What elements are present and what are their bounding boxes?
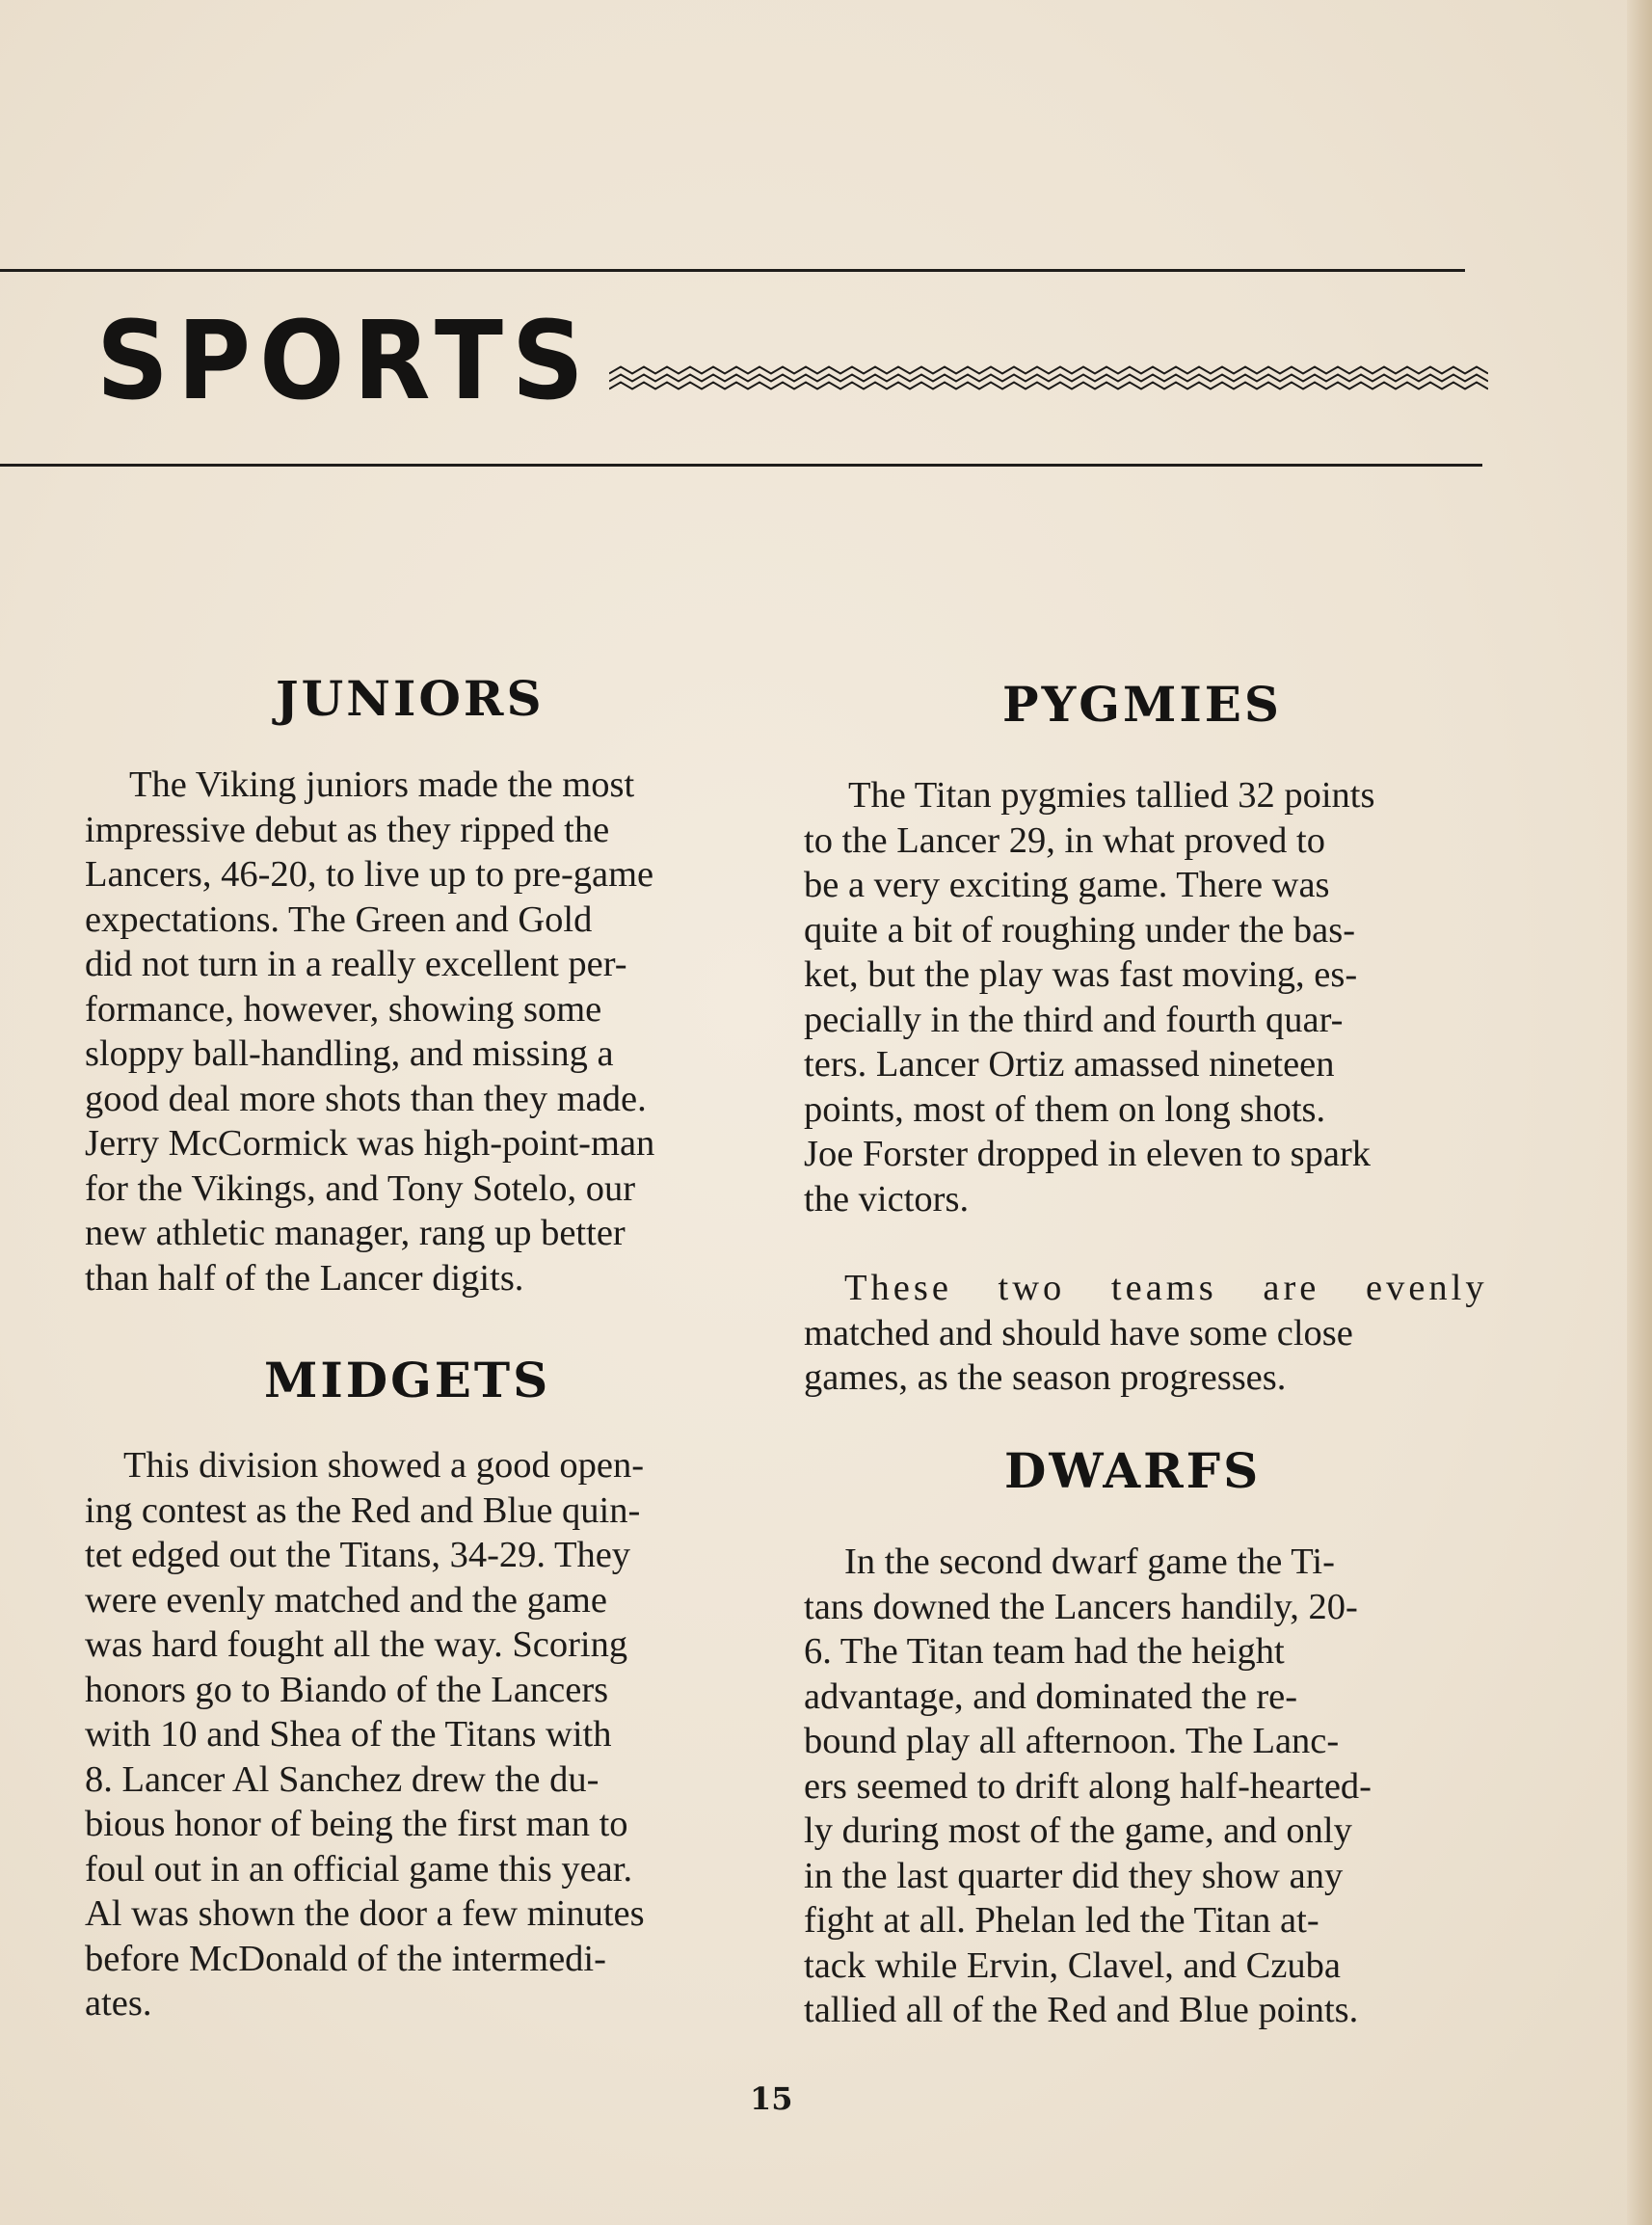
page-number: 15 — [750, 2080, 793, 2117]
text-line: tans downed the Lancers handily, 20- — [804, 1586, 1358, 1627]
text-line: fight at all. Phelan led the Titan at- — [804, 1900, 1319, 1941]
text-line: for the Vikings, and Tony Sotelo, our — [85, 1167, 636, 1209]
text-line: new athletic manager, rang up better — [85, 1213, 626, 1253]
page-edge — [1627, 0, 1652, 2225]
text-line: ates. — [85, 1983, 152, 2024]
section-heading-juniors: JUNIORS — [276, 670, 545, 727]
text-line: tack while Ervin, Clavel, and Czuba — [804, 1944, 1342, 1986]
text-line: matched and should have some close — [804, 1312, 1353, 1354]
section-heading-dwarfs: DWARFS — [1004, 1442, 1262, 1499]
dwarfs-paragraph — [804, 1540, 1484, 2033]
text-line: advantage, and dominated the re- — [804, 1675, 1298, 1717]
text-line: in the last quarter did they show any — [804, 1855, 1344, 1896]
text-line: 6. The Titan team had the height — [804, 1631, 1285, 1672]
text-line: points, most of them on long shots. — [804, 1088, 1326, 1130]
zigzag-ornament — [609, 364, 1488, 393]
text-line: bound play all afternoon. The Lanc- — [804, 1721, 1340, 1761]
text-line: expectations. The Green and Gold — [85, 898, 593, 940]
text-line: with 10 and Shea of the Titans with — [85, 1714, 612, 1755]
text-line: to the Lancer 29, in what proved to — [804, 819, 1325, 861]
text-line: The Titan pygmies tallied 32 points — [848, 775, 1375, 816]
section-heading-pygmies: PYGMIES — [1002, 676, 1282, 733]
text-line: the victors. — [804, 1178, 970, 1220]
text-line: before McDonald of the intermedi- — [85, 1938, 606, 1979]
text-line: ing contest as the Red and Blue quin- — [85, 1489, 641, 1531]
midgets-paragraph — [85, 1443, 756, 2026]
text-line: Al was shown the door a few minutes — [85, 1893, 645, 1934]
text-line: tallied all of the Red and Blue points. — [804, 1990, 1359, 2030]
page-title: SPORTS — [96, 297, 593, 425]
text-line: ers seemed to drift along half-hearted- — [804, 1765, 1372, 1807]
text-line: Jerry McCormick was high-point-man — [85, 1123, 655, 1164]
header-rule-top — [0, 269, 1465, 272]
text-line: sloppy ball-handling, and missing a — [85, 1033, 614, 1074]
text-line: The Viking juniors made the most — [129, 764, 635, 805]
text-line: 8. Lancer Al Sanchez drew the du- — [85, 1758, 600, 1800]
text-line: impressive debut as they ripped the — [85, 809, 610, 850]
text-line: formance, however, showing some — [85, 988, 602, 1030]
text-line: Lancers, 46-20, to live up to pre-game — [85, 854, 654, 895]
header-rule-bottom — [0, 464, 1482, 467]
section-heading-midgets: MIDGETS — [264, 1352, 551, 1408]
text-line: Joe Forster dropped in eleven to spark — [804, 1134, 1372, 1174]
text-line: ly during most of the game, and only — [804, 1810, 1352, 1851]
text-line: than half of the Lancer digits. — [85, 1257, 524, 1299]
text-line: tet edged out the Titans, 34-29. They — [85, 1535, 631, 1575]
text-line: quite a bit of roughing under the bas- — [804, 909, 1356, 951]
text-line: were evenly matched and the game — [85, 1579, 607, 1621]
text-line: In the second dwarf game the Ti- — [844, 1541, 1335, 1582]
text-line: ket, but the play was fast moving, es- — [804, 954, 1358, 995]
text-line: games, as the season progresses. — [804, 1357, 1287, 1398]
text-line: This division showed a good open- — [123, 1445, 645, 1486]
text-line: did not turn in a really excellent per- — [85, 944, 627, 984]
text-line: honors go to Biando of the Lancers — [85, 1669, 609, 1710]
text-line: good deal more shots than they made. — [85, 1078, 647, 1119]
text-line: be a very exciting game. There was — [804, 865, 1330, 905]
text-line: These two teams are evenly — [844, 1268, 1488, 1308]
text-line: foul out in an official game this year. — [85, 1848, 633, 1890]
text-line: bious honor of being the first man to — [85, 1804, 628, 1844]
text-line: pecially in the third and fourth quar- — [804, 999, 1344, 1040]
text-line: was hard fought all the way. Scoring — [85, 1624, 628, 1665]
juniors-paragraph — [85, 763, 756, 1300]
pygmies-paragraph-2 — [804, 1266, 1488, 1401]
pygmies-paragraph-1 — [804, 773, 1484, 1221]
text-line: ters. Lancer Ortiz amassed nineteen — [804, 1044, 1335, 1085]
